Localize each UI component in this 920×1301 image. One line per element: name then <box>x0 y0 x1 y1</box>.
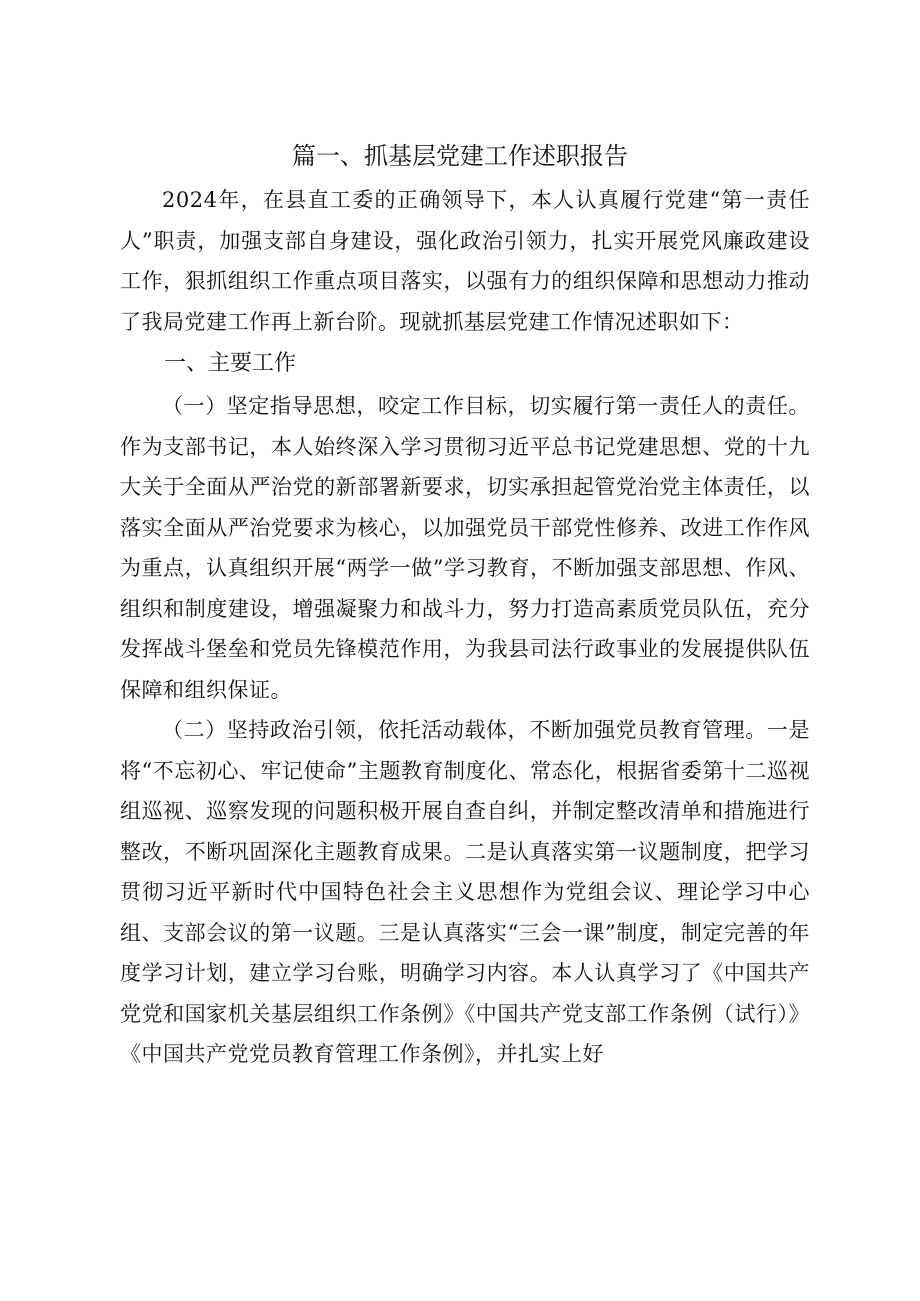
paragraph-1: （一）坚定指导思想，咬定工作目标，切实履行第一责任人的责任。作为支部书记，本人始终深入学习贯彻习近平总书记党建思想、党的十九大关于全面从严治党的新部署新要求，切实承担起管党治党主体责任，以落实全面从严治党要求为核心，以加强党员干部党性修养、改进工作作风为重点，认真组织开展“两学一做”学习教育，不断加强支部思想、作风、组织和制度建设，增强凝聚力和战斗力，努力打造高素质党员队伍，充分发挥战斗堡垒和党员先锋模范作用，为我县司法行政事业的发展提供队伍保障和组织保证。 <box>120 394 810 702</box>
document-title: 篇一、抓基层党建工作述职报告 <box>292 142 628 170</box>
document-body <box>120 180 810 1075</box>
paragraph-2: （二）坚持政治引领，依托活动载体，不断加强党员教育管理。一是将“不忘初心、牢记使命”主题教育制度化、常态化，根据省委第十二巡视组巡视、巡察发现的问题积极开展自查自纠，并制定整改清单和措施进行整改，不断巩固深化主题教育成果。二是认真落实第一议题制度，把学习贯彻习近平新时代中国特色社会主义思想作为党组会议、理论学习中心组、支部会议的第一议题。三是认真落实“三会一课”制度，制定完善的年度学习计划，建立学习台账，明确学习内容。本人认真学习了《中国共产党党和国家机关基层组织工作条例》《中国共产党支部工作条例（试行）》《中国共产党党员教育管理工作条例》，并扎实上好 <box>120 718 810 1066</box>
intro-paragraph: 2024年，在县直工委的正确领导下，本人认真履行党建“第一责任人”职责，加强支部自身建设，强化政治引领力，扎实开展党风廉政建设工作，狠抓组织工作重点项目落实，以强有力的组织保障和思想动力推动了我局党建工作再上新台阶。现就抓基层党建工作情况述职如下： <box>120 188 810 334</box>
section-heading-main-work: 一、主要工作 <box>164 351 297 376</box>
